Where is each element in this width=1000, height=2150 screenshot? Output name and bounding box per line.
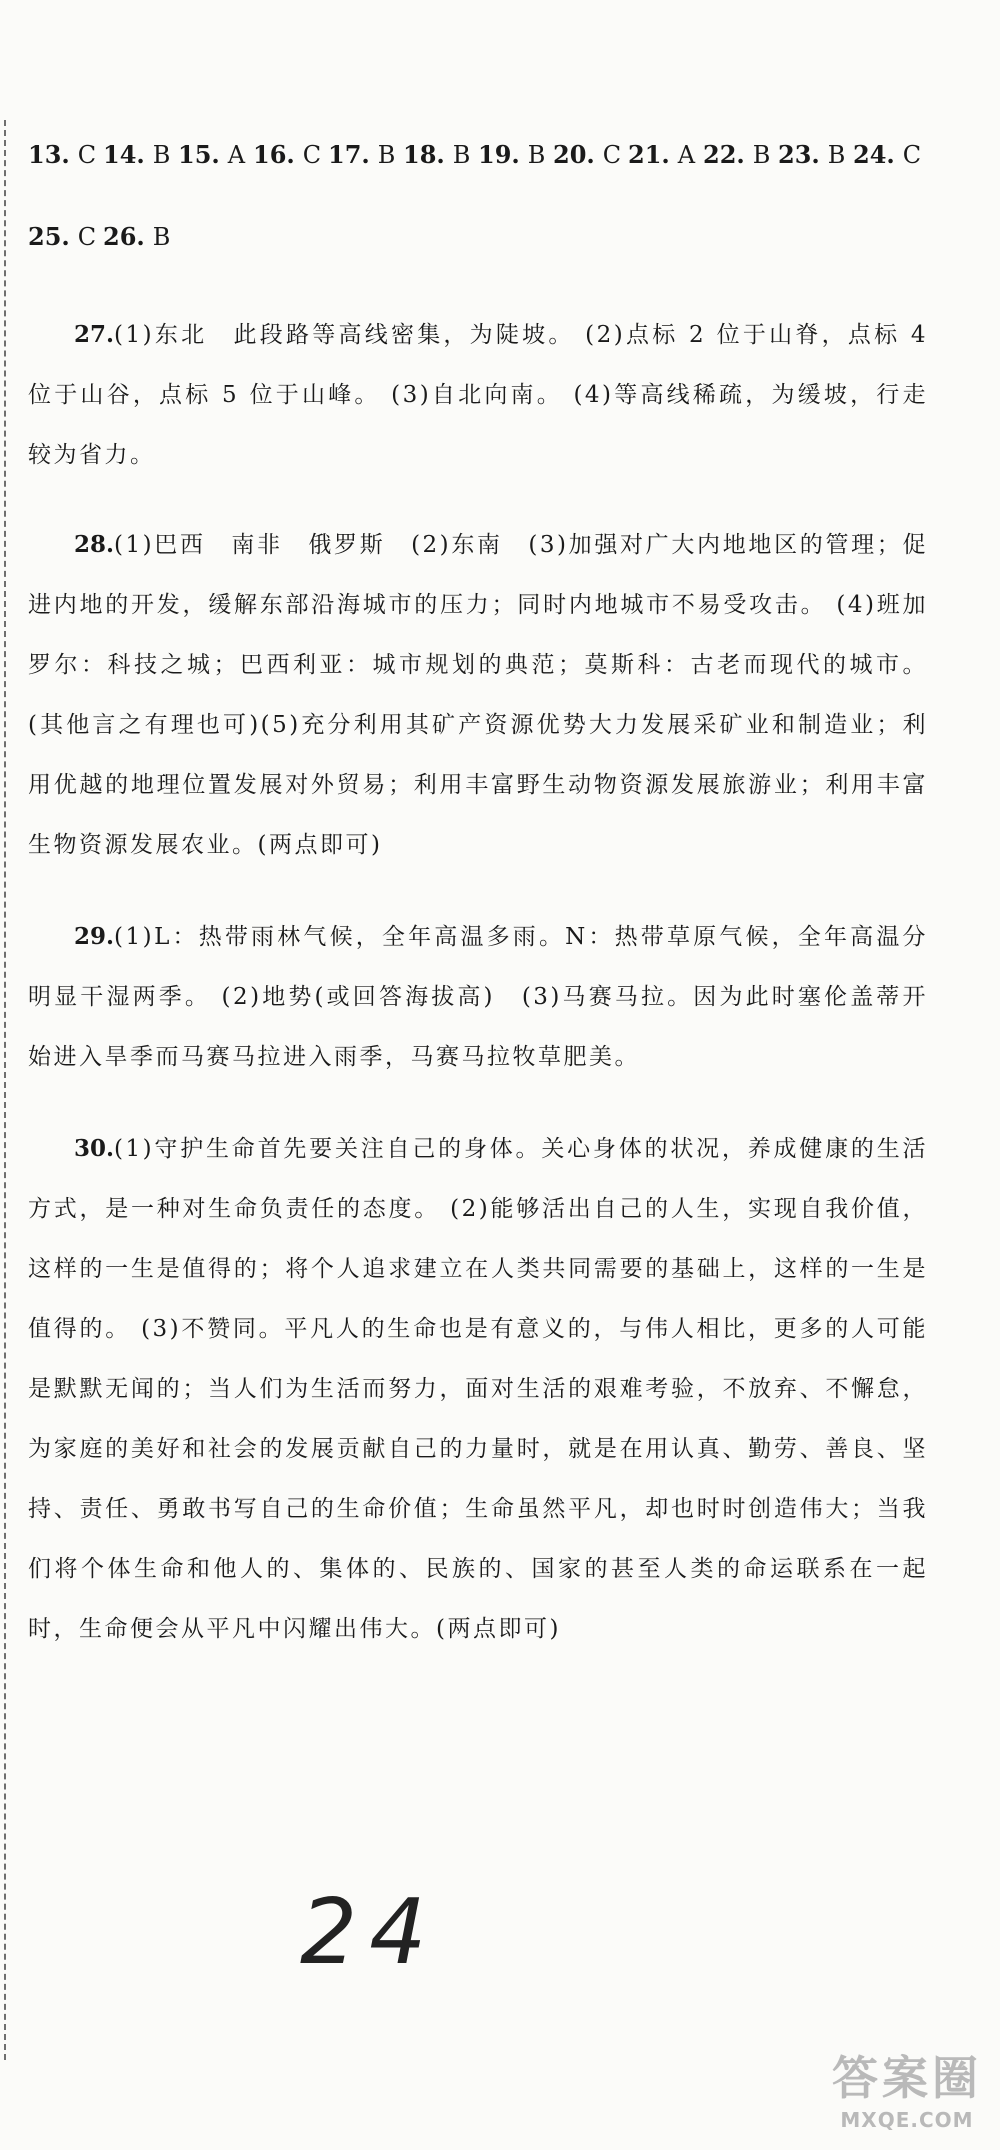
- mc-answer-letter: A: [227, 141, 246, 169]
- binding-edge-dashed-line: [4, 120, 10, 2060]
- mc-answer-letter: C: [902, 141, 922, 169]
- mc-answer-letter: A: [677, 141, 696, 169]
- mc-answer-item: [628, 135, 703, 175]
- mc-answer-letter: C: [602, 141, 622, 169]
- mc-answers-row-2: [28, 217, 928, 257]
- mc-answer-letter: C: [302, 141, 322, 169]
- mc-answer-item: [478, 135, 553, 175]
- mc-question-number: 17.: [328, 140, 370, 169]
- answer-30-text: (1)守护生命首先要关注自己的身体。关心身体的状况，养成健康的生活方式，是一种对生命负责任的态度。 (2)能够活出自己的人生，实现自我价值，这样的一生是值得的；将个人追求建立在人类共同需要的基础上，这样的一生是值得的。 (3)不赞同。平凡人的生命也是有意义的，与伟人相比，更多的人可能是默默无闻的；当人们为生活而努力，面对生活的艰难考验，不放弃、不懈怠，为家庭的美好和社会的发展贡献自己的力量时，就是在用认真、勤劳、善良、坚持、责任、勇敢书写自己的生命价值；生命虽然平凡，却也时时创造伟大；当我们将个体生命和他人的、集体的、民族的、国家的甚至人类的命运联系在一起时，生命便会从平凡中闪耀出伟大。(两点即可): [28, 1136, 928, 1642]
- mc-answer-item: [853, 135, 928, 175]
- mc-question-number: 14.: [103, 140, 145, 169]
- mc-answer-letter: B: [377, 141, 396, 169]
- mc-question-number: 18.: [403, 140, 445, 169]
- mc-answer-item: [403, 135, 478, 175]
- mc-question-number: 21.: [628, 140, 670, 169]
- answer-key-content: [28, 135, 928, 1659]
- mc-answer-item: [778, 135, 853, 175]
- watermark-logo: 答案圈: [832, 2051, 982, 2105]
- mc-answer-item: [103, 217, 178, 257]
- mc-answer-letter: B: [827, 141, 846, 169]
- mc-answer-letter: B: [152, 141, 171, 169]
- mc-question-number: 26.: [103, 222, 145, 251]
- answer-29-text: (1)L：热带雨林气候，全年高温多雨。N：热带草原气候，全年高温分明显干湿两季。 (2)地势(或回答海拔高) (3)马赛马拉。因为此时塞伦盖蒂开始进入旱季而马赛马拉进入雨季，马赛马拉牧草肥美。: [28, 924, 928, 1070]
- answer-30-number: 30.: [74, 1135, 115, 1162]
- mc-answer-item: [253, 135, 328, 175]
- answer-28: [28, 515, 928, 875]
- mc-answer-letter: B: [527, 141, 546, 169]
- mc-answer-letter: C: [77, 141, 97, 169]
- answer-29: [28, 907, 928, 1087]
- mc-answer-letter: B: [452, 141, 471, 169]
- mc-answer-letter: C: [77, 223, 97, 251]
- mc-question-number: 24.: [853, 140, 895, 169]
- answer-27-number: 27.: [74, 321, 115, 348]
- mc-answers-row-1: [28, 135, 928, 175]
- mc-answer-item: [328, 135, 403, 175]
- mc-answer-letter: B: [152, 223, 171, 251]
- answer-27-text: (1)东北 此段路等高线密集，为陡坡。 (2)点标 2 位于山脊，点标 4 位于山谷，点标 5 位于山峰。 (3)自北向南。 (4)等高线稀疏，为缓坡，行走较为省力。: [28, 322, 928, 468]
- mc-question-number: 20.: [553, 140, 595, 169]
- mc-question-number: 23.: [778, 140, 820, 169]
- answer-28-text: (1)巴西 南非 俄罗斯 (2)东南 (3)加强对广大内地地区的管理；促进内地的开发，缓解东部沿海城市的压力；同时内地城市不易受攻击。 (4)班加罗尔：科技之城；巴西利亚：城市规划的典范；莫斯科：古老而现代的城市。(其他言之有理也可)(5)充分利用其矿产资源优势大力发展采矿业和制造业；利用优越的地理位置发展对外贸易；利用丰富野生动物资源发展旅游业；利用丰富生物资源发展农业。(两点即可): [28, 532, 928, 858]
- mc-answer-item: [178, 135, 253, 175]
- mc-question-number: 19.: [478, 140, 520, 169]
- mc-question-number: 22.: [703, 140, 745, 169]
- mc-answer-item: [703, 135, 778, 175]
- mc-question-number: 15.: [178, 140, 220, 169]
- mc-question-number: 16.: [253, 140, 295, 169]
- handwritten-page-number: 24: [300, 1880, 439, 1985]
- mc-question-number: 13.: [28, 140, 70, 169]
- mc-answer-item: [103, 135, 178, 175]
- mc-answer-letter: B: [752, 141, 771, 169]
- answer-30: [28, 1119, 928, 1659]
- site-watermark: [832, 2042, 982, 2132]
- answer-29-number: 29.: [74, 923, 115, 950]
- answer-27: [28, 305, 928, 485]
- mc-answer-item: [28, 217, 103, 257]
- watermark-site: MXQE.COM: [840, 2108, 974, 2132]
- mc-answer-item: [28, 135, 103, 175]
- mc-question-number: 25.: [28, 222, 70, 251]
- answer-28-number: 28.: [74, 531, 115, 558]
- mc-answer-item: [553, 135, 628, 175]
